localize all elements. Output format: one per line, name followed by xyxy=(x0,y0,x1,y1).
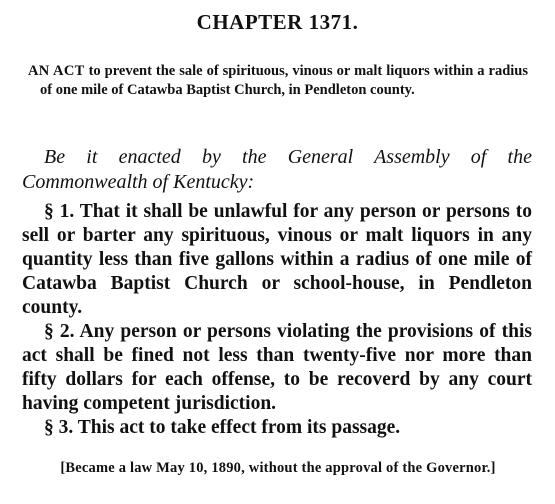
enacting-clause: Be it enacted by the General Assembly of the Commonwealth of Kentucky: xyxy=(22,146,532,193)
act-title-text: to prevent the sale of spirituous, vinous or malt liquors within a radius of one mile of Catawba Baptist Church, in Pendleton county. xyxy=(40,63,528,98)
act-title xyxy=(28,62,528,100)
section-1: § 1. That it shall be unlawful for any person or persons to sell or barter any spirituous, vinous or malt liquors in any quantity less than five gallons within a radius of one mile of Catawba Baptist Church or school-house, in Pendleton county. xyxy=(22,201,532,318)
section-3: § 3. This act to take effect from its passage. xyxy=(44,417,401,438)
sections-body xyxy=(22,200,532,440)
approval-note: [Became a law May 10, 1890, without the approval of the Governor.] xyxy=(60,460,496,476)
act-title-lead: AN ACT xyxy=(28,63,85,79)
section-2: § 2. Any person or persons violating the provisions of this act shall be fined not less than twenty-five nor more than fifty dollars for each offense, to be recoverd by any court having competent jurisdiction. xyxy=(22,321,532,414)
chapter-heading: CHAPTER 1371. xyxy=(196,10,359,34)
